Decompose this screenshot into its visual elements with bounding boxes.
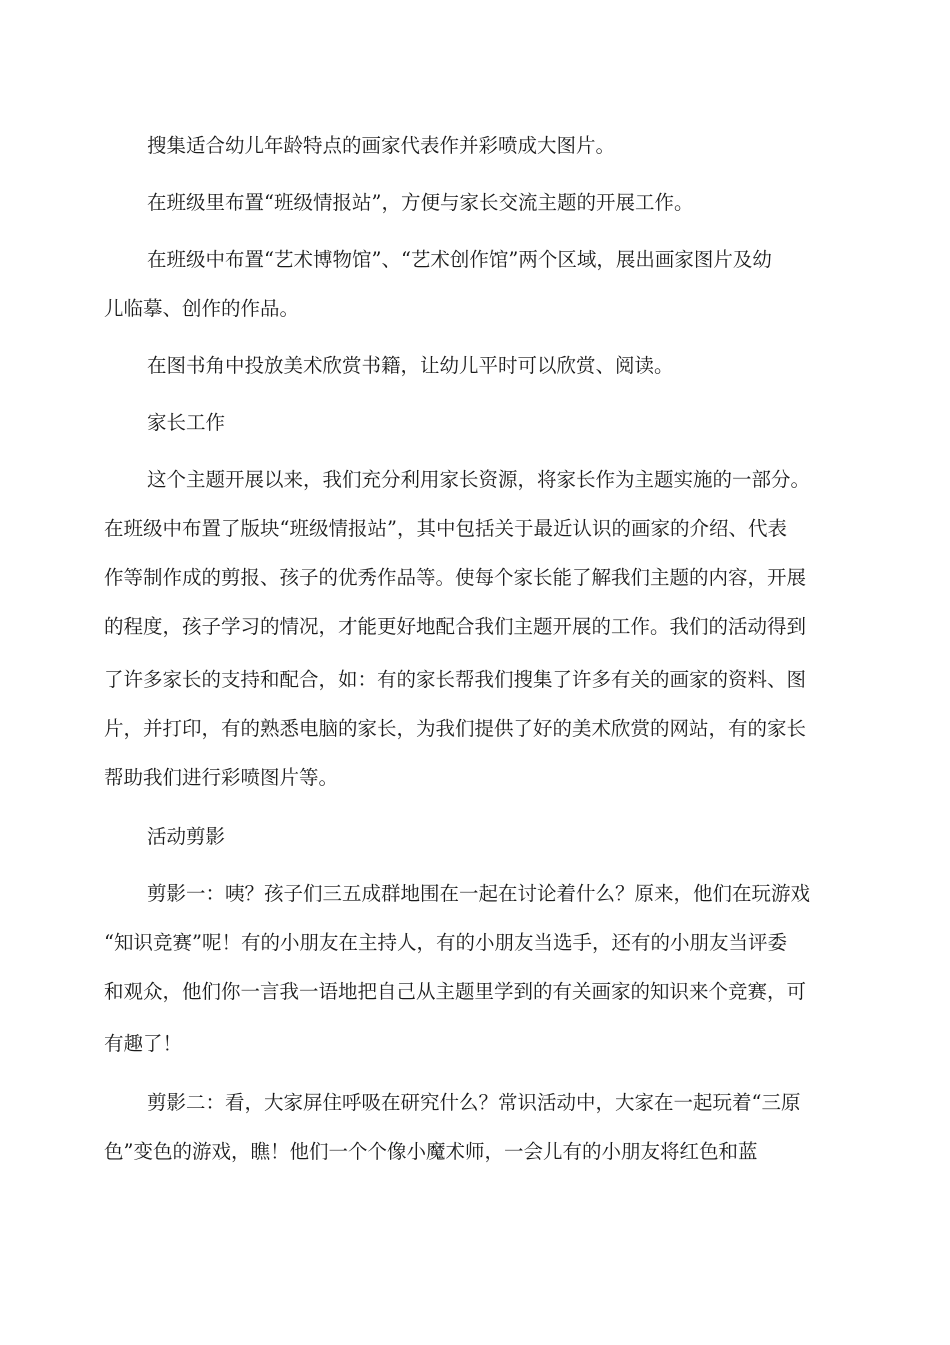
section-heading: 家长工作	[147, 411, 226, 434]
paragraph-line: 了许多家长的支持和配合，如：有的家长帮我们搜集了许多有关的画家的资料、图	[104, 668, 807, 691]
paragraph-line: 儿临摹、创作的作品。	[104, 297, 300, 320]
paragraph-line: 在班级里布置“班级情报站”，方便与家长交流主题的开展工作。	[147, 191, 694, 214]
paragraph-line: 片，并打印，有的熟悉电脑的家长，为我们提供了好的美术欣赏的网站，有的家长	[104, 717, 807, 740]
paragraph-line: 和观众，他们你一言我一语地把自己从主题里学到的有关画家的知识来个竞赛，可	[104, 980, 807, 1003]
paragraph-line: “知识竞赛”呢！有的小朋友在主持人，有的小朋友当选手，还有的小朋友当评委	[104, 931, 787, 954]
paragraph-line: 作等制作成的剪报、孩子的优秀作品等。使每个家长能了解我们主题的内容，开展	[104, 566, 807, 589]
paragraph-line: 搜集适合幼儿年龄特点的画家代表作并彩喷成大图片。	[147, 134, 616, 157]
paragraph-line: 在图书角中投放美术欣赏书籍，让幼儿平时可以欣赏、阅读。	[147, 354, 674, 377]
section-heading: 活动剪影	[147, 825, 226, 848]
paragraph-line: 帮助我们进行彩喷图片等。	[104, 766, 339, 789]
paragraph-line: 的程度，孩子学习的情况，才能更好地配合我们主题开展的工作。我们的活动得到	[104, 615, 807, 638]
paragraph-line: 剪影二：看，大家屏住呼吸在研究什么？常识活动中，大家在一起玩着“三原	[147, 1091, 801, 1114]
paragraph-line: 在班级中布置了版块“班级情报站”，其中包括关于最近认识的画家的介绍、代表	[104, 517, 787, 540]
paragraph-line: 有趣了！	[104, 1032, 183, 1055]
paragraph-line: 在班级中布置“艺术博物馆”、“艺术创作馆”两个区域，展出画家图片及幼	[147, 248, 772, 271]
paragraph-line: 剪影一：咦？孩子们三五成群地围在一起在讨论着什么？原来，他们在玩游戏	[147, 882, 811, 905]
paragraph-line: 这个主题开展以来，我们充分利用家长资源，将家长作为主题实施的一部分。	[147, 468, 811, 491]
paragraph-line: 色”变色的游戏，瞧！他们一个个像小魔术师，一会儿有的小朋友将红色和蓝	[104, 1140, 758, 1163]
